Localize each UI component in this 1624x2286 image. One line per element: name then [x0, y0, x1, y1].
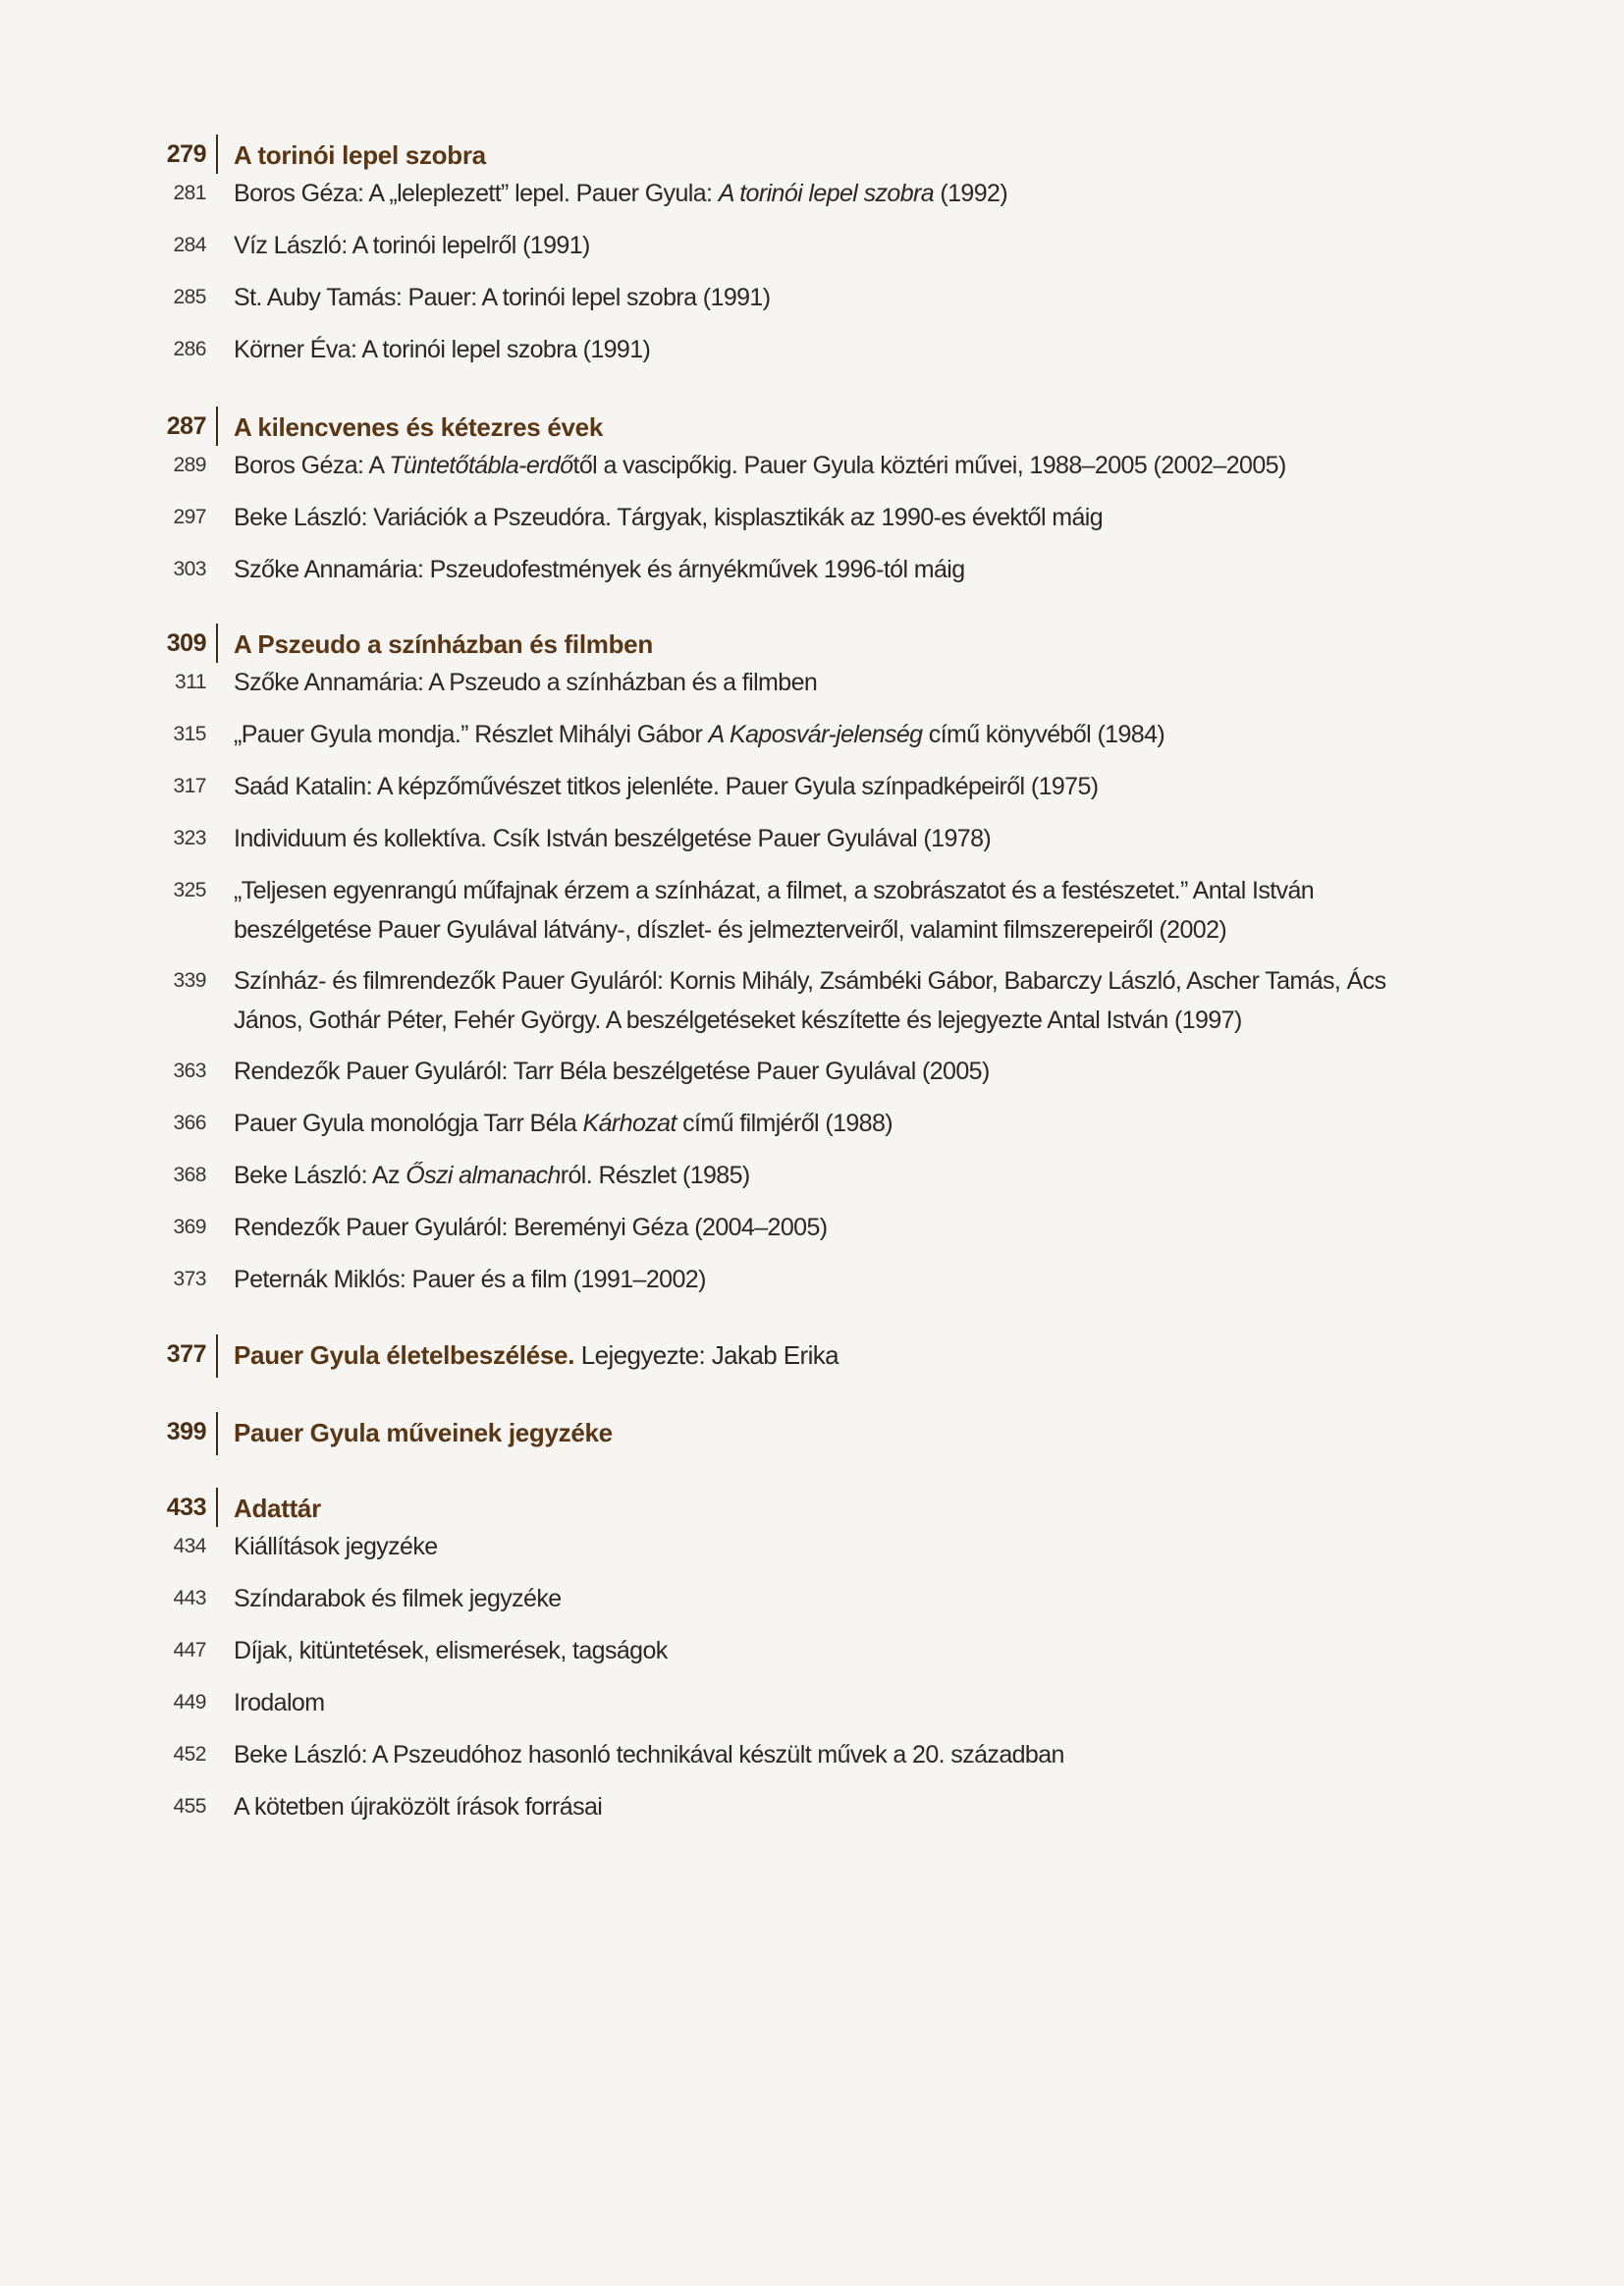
entry-page-number: 297 — [173, 506, 206, 528]
section-page-number: 399 — [166, 1418, 206, 1445]
entry-text: Boros Géza: A „leleplezett” lepel. Pauer Gyula: A torinói lepel szobra (1992) — [234, 180, 1008, 207]
entry-text: A kötetben újraközölt írások forrásai — [234, 1793, 603, 1821]
entry-page-number: 368 — [173, 1164, 206, 1186]
entry-page-number: 447 — [173, 1639, 206, 1661]
entry-text: Individuum és kollektíva. Csík István beszélgetése Pauer Gyulával (1978) — [234, 825, 992, 852]
section-divider — [216, 1488, 218, 1527]
entry-page-number: 317 — [173, 775, 206, 797]
entry-text: Szőke Annamária: A Pszeudo a színházban és a filmben — [234, 669, 818, 696]
entry-page-number: 363 — [173, 1060, 206, 1082]
entry-page-number: 339 — [173, 969, 206, 992]
entry-page-number: 443 — [173, 1587, 206, 1609]
entry-page-number: 303 — [173, 558, 206, 580]
entry-text: Színház- és filmrendezők Pauer Gyuláról: Kornis Mihály, Zsámbéki Gábor, Babarczy László, Ascher Tamás, Ács János, Gothár Péter, Fehér György. A beszélgetéseket készítette és lejegyezte Antal István (1997) — [234, 967, 1386, 1034]
section-page-number: 433 — [166, 1494, 206, 1521]
section-page-number: 377 — [166, 1340, 206, 1368]
section-divider — [216, 1412, 218, 1455]
entry-page-number: 323 — [173, 827, 206, 849]
entry-text: Peternák Miklós: Pauer és a film (1991–2002) — [234, 1266, 706, 1293]
entry-page-number: 281 — [173, 182, 206, 204]
entry-text: „Teljesen egyenrangú műfajnak érzem a színházat, a filmet, a szobrászatot és a festészetet.” Antal István beszélgetése Pauer Gyulával látvány-, díszlet- és jelmezterveiről, valamint filmszerepeiről (2002) — [234, 877, 1315, 944]
section-title: A kilencvenes és kétezres évek — [234, 412, 603, 442]
entry-text: Saád Katalin: A képzőművészet titkos jelenléte. Pauer Gyula színpadképeiről (1975) — [234, 773, 1099, 800]
entry-page-number: 434 — [173, 1535, 206, 1557]
section-title: Pauer Gyula életelbeszélése. Lejegyezte: Jakab Erika — [234, 1340, 839, 1370]
entry-text: Körner Éva: A torinói lepel szobra (1991) — [234, 336, 651, 363]
entry-text: Víz László: A torinói lepelről (1991) — [234, 232, 590, 259]
entry-text: Díjak, kitüntetések, elismerések, tagságok — [234, 1637, 668, 1664]
section-divider — [216, 407, 218, 446]
entry-page-number: 285 — [173, 286, 206, 308]
entry-text: Rendezők Pauer Gyuláról: Bereményi Géza (2004–2005) — [234, 1214, 828, 1241]
section-divider — [216, 624, 218, 663]
entry-text: Beke László: Az Őszi almanachról. Részlet (1985) — [234, 1162, 750, 1189]
section-title: A Pszeudo a színházban és filmben — [234, 629, 653, 659]
entry-page-number: 366 — [173, 1112, 206, 1134]
section-title: Adattár — [234, 1494, 321, 1523]
entry-text: Beke László: A Pszeudóhoz hasonló technikával készült művek a 20. században — [234, 1741, 1064, 1769]
entry-page-number: 286 — [173, 338, 206, 360]
entry-page-number: 311 — [175, 671, 206, 693]
entry-text: Boros Géza: A Tüntetőtábla-erdőtől a vascipőkig. Pauer Gyula köztéri művei, 1988–2005 (2002–2005) — [234, 452, 1286, 479]
entry-text: Irodalom — [234, 1689, 325, 1716]
entry-text: Szőke Annamária: Pszeudofestmények és árnyékművek 1996-tól máig — [234, 556, 965, 583]
entry-page-number: 449 — [173, 1691, 206, 1714]
entry-text: St. Auby Tamás: Pauer: A torinói lepel szobra (1991) — [234, 284, 771, 311]
section-title: Pauer Gyula műveinek jegyzéke — [234, 1418, 613, 1447]
entry-text: Színdarabok és filmek jegyzéke — [234, 1585, 562, 1612]
entry-page-number: 373 — [173, 1268, 206, 1290]
entry-text: Pauer Gyula monológja Tarr Béla Kárhozat című filmjéről (1988) — [234, 1110, 893, 1137]
entry-page-number: 455 — [173, 1795, 206, 1818]
entry-page-number: 315 — [173, 723, 206, 745]
section-page-number: 287 — [166, 412, 206, 440]
section-title: A torinói lepel szobra — [234, 140, 486, 170]
section-page-number: 279 — [166, 140, 206, 168]
entry-text: Rendezők Pauer Gyuláról: Tarr Béla beszélgetése Pauer Gyulával (2005) — [234, 1058, 990, 1085]
entry-text: Beke László: Variációk a Pszeudóra. Tárgyak, kisplasztikák az 1990-es évektől máig — [234, 504, 1104, 531]
entry-page-number: 289 — [173, 454, 206, 476]
entry-text: Kiállítások jegyzéke — [234, 1533, 438, 1560]
entry-page-number: 325 — [173, 879, 206, 901]
entry-page-number: 369 — [173, 1216, 206, 1238]
entry-text: „Pauer Gyula mondja.” Részlet Mihályi Gábor A Kaposvár-jelenség című könyvéből (1984) — [234, 721, 1165, 748]
section-divider — [216, 135, 218, 174]
section-divider — [216, 1334, 218, 1378]
entry-page-number: 284 — [173, 234, 206, 256]
section-page-number: 309 — [166, 629, 206, 657]
section-subtitle: Lejegyezte: Jakab Erika — [574, 1340, 839, 1370]
entry-page-number: 452 — [173, 1743, 206, 1766]
